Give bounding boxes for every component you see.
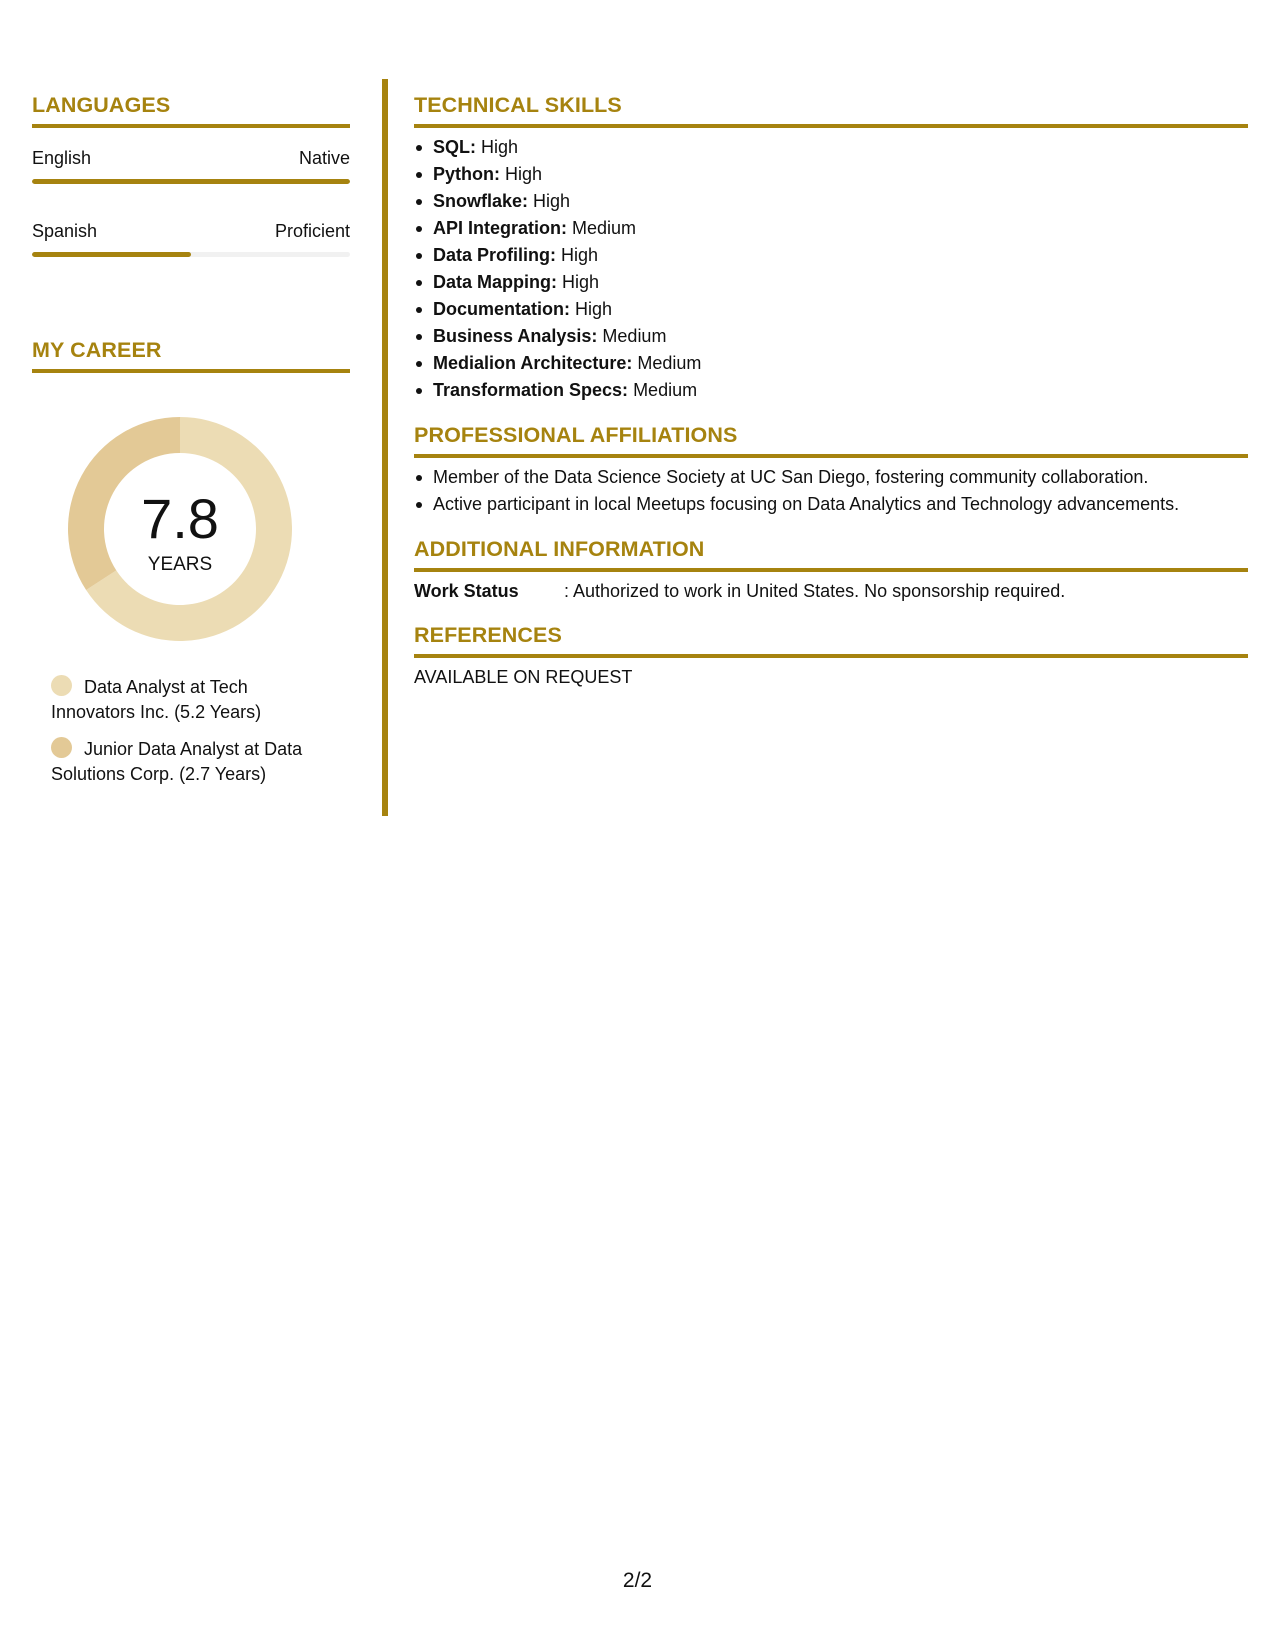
skill-name: Snowflake: bbox=[433, 191, 529, 211]
skill-level: High bbox=[561, 245, 599, 265]
legend-dot-icon bbox=[51, 675, 72, 696]
legend-item bbox=[51, 675, 332, 725]
skills-section bbox=[414, 92, 1248, 404]
language-bar bbox=[32, 252, 350, 257]
skill-item bbox=[414, 269, 1248, 296]
skill-item bbox=[414, 350, 1248, 377]
skill-name: Data Mapping: bbox=[433, 272, 557, 292]
skill-item bbox=[414, 161, 1248, 188]
skill-level: Medium bbox=[633, 380, 698, 400]
skills-title: TECHNICAL SKILLS bbox=[414, 93, 622, 117]
additional-info-title: ADDITIONAL INFORMATION bbox=[414, 537, 705, 561]
skill-item bbox=[414, 296, 1248, 323]
languages-rule bbox=[32, 124, 350, 128]
career-section bbox=[32, 337, 350, 787]
skill-name: Python: bbox=[433, 164, 500, 184]
additional-info-section bbox=[414, 536, 1248, 604]
skill-level: Medium bbox=[602, 326, 667, 346]
legend-label: Junior Data Analyst at Data Solutions Corp. (2.7 Years) bbox=[51, 739, 303, 784]
language-name: Spanish bbox=[32, 221, 98, 241]
language-bar-fill bbox=[32, 179, 350, 184]
affiliation-item: Active participant in local Meetups focusing on Data Analytics and Technology advancements. bbox=[414, 491, 1248, 518]
languages-title: LANGUAGES bbox=[32, 93, 171, 117]
language-item bbox=[32, 147, 350, 184]
column-divider bbox=[382, 79, 388, 816]
skill-item bbox=[414, 215, 1248, 242]
legend-item bbox=[51, 737, 332, 787]
skill-item bbox=[414, 188, 1248, 215]
skill-item bbox=[414, 134, 1248, 161]
work-status-row bbox=[414, 578, 1248, 604]
references-text: AVAILABLE ON REQUEST bbox=[414, 667, 633, 687]
career-donut-chart bbox=[67, 416, 293, 642]
language-level: Proficient bbox=[274, 221, 350, 241]
legend-label: Data Analyst at Tech Innovators Inc. (5.2 Years) bbox=[51, 677, 262, 722]
language-bar bbox=[32, 179, 350, 184]
right-column bbox=[414, 92, 1248, 690]
references-section bbox=[414, 622, 1248, 690]
skill-name: Business Analysis: bbox=[433, 326, 598, 346]
skill-name: API Integration: bbox=[433, 218, 567, 238]
skill-level: High bbox=[533, 191, 571, 211]
affiliations-rule bbox=[414, 454, 1248, 458]
affiliations-title: PROFESSIONAL AFFILIATIONS bbox=[414, 423, 738, 447]
skill-name: SQL: bbox=[433, 137, 476, 157]
references-title: REFERENCES bbox=[414, 623, 562, 647]
total-years-value: 7.8 bbox=[141, 487, 219, 550]
references-rule bbox=[414, 654, 1248, 658]
skill-level: High bbox=[562, 272, 600, 292]
language-name: English bbox=[32, 148, 92, 168]
skill-item bbox=[414, 377, 1248, 404]
language-level: Native bbox=[298, 148, 350, 168]
language-item bbox=[32, 220, 350, 257]
additional-info-rule bbox=[414, 568, 1248, 572]
skill-level: Medium bbox=[637, 353, 702, 373]
skill-name: Documentation: bbox=[433, 299, 570, 319]
left-column bbox=[32, 92, 350, 799]
work-status-value: : Authorized to work in United States. No sponsorship required. bbox=[564, 581, 1066, 601]
skills-list bbox=[414, 134, 1248, 404]
skill-level: High bbox=[481, 137, 519, 157]
skill-level: High bbox=[575, 299, 613, 319]
skill-name: Medialion Architecture: bbox=[433, 353, 633, 373]
skill-name: Transformation Specs: bbox=[433, 380, 629, 400]
skill-level: High bbox=[505, 164, 543, 184]
work-status-label: Work Status bbox=[414, 581, 519, 601]
languages-section bbox=[32, 92, 350, 257]
total-years-unit: YEARS bbox=[147, 554, 213, 575]
career-legend bbox=[32, 675, 332, 787]
skill-level: Medium bbox=[572, 218, 637, 238]
skill-item bbox=[414, 323, 1248, 350]
skills-rule bbox=[414, 124, 1248, 128]
affiliation-item: Member of the Data Science Society at UC San Diego, fostering community collaboration. bbox=[414, 464, 1248, 491]
page-number: 2/2 bbox=[622, 1569, 653, 1592]
affiliations-section bbox=[414, 422, 1248, 518]
language-bar-fill bbox=[32, 252, 191, 257]
skill-name: Data Profiling: bbox=[433, 245, 557, 265]
career-rule bbox=[32, 369, 350, 373]
skill-item bbox=[414, 242, 1248, 269]
legend-dot-icon bbox=[51, 737, 72, 758]
affiliations-list bbox=[414, 464, 1248, 518]
career-title: MY CAREER bbox=[32, 338, 162, 362]
